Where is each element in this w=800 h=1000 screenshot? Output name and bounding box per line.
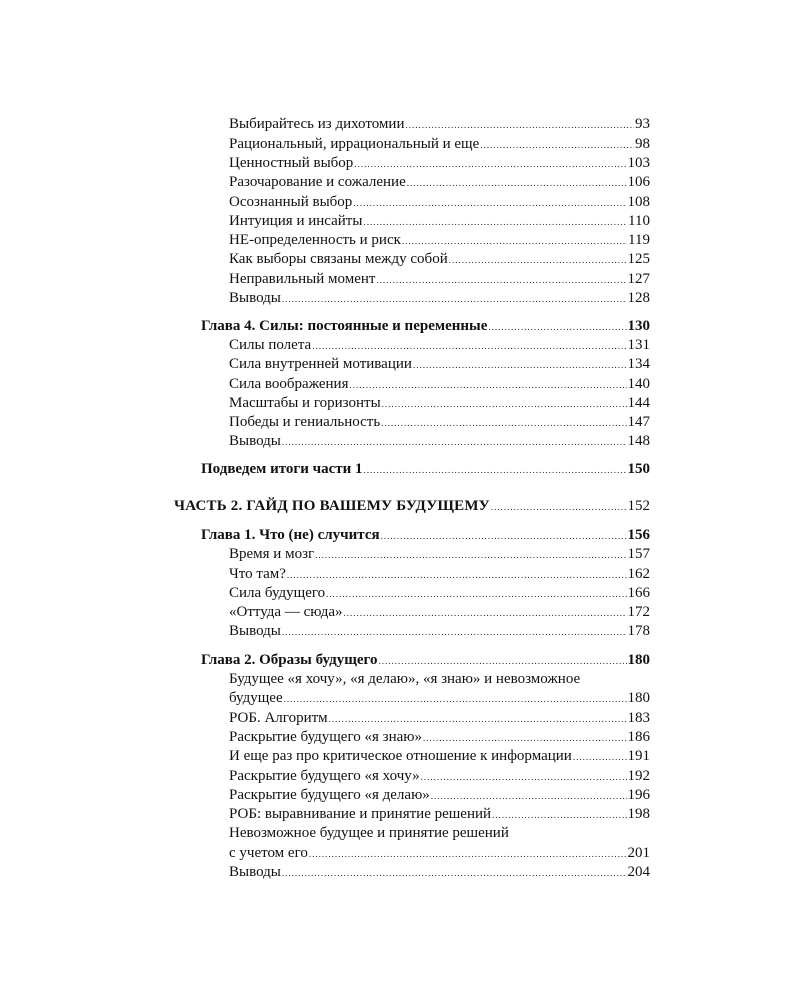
dot-leader <box>329 710 627 729</box>
toc-entry[interactable] <box>229 193 650 212</box>
toc-chapter-title: Подведем итоги части 1 <box>201 461 363 477</box>
toc-entry-page: 127 <box>627 271 650 287</box>
dot-leader <box>353 194 626 213</box>
toc-entry-page: 119 <box>628 232 650 248</box>
toc-entry[interactable] <box>229 289 650 308</box>
toc-part-page: 152 <box>627 498 650 514</box>
toc-part-2[interactable] <box>174 497 650 516</box>
toc-entry-title: с учетом его <box>229 845 308 861</box>
toc-entry-page: 103 <box>627 155 650 171</box>
dot-leader <box>431 787 627 806</box>
toc-entry-wrapped-line[interactable]: Невозможное будущее и принятие решений <box>229 825 509 841</box>
toc-entry-title: Сила будущего <box>229 585 326 601</box>
dot-leader <box>413 356 627 375</box>
toc-entry[interactable] <box>229 622 650 641</box>
toc-entry[interactable] <box>229 805 650 824</box>
toc-entry[interactable] <box>229 565 650 584</box>
dot-leader <box>282 623 627 642</box>
toc-entry-page: 144 <box>627 395 650 411</box>
toc-chapter-title: Глава 1. Что (не) случится <box>201 527 380 543</box>
toc-entry-title: Выводы <box>229 290 281 306</box>
toc-entry[interactable] <box>229 689 650 708</box>
toc-entry[interactable] <box>229 270 650 289</box>
toc-entry-page: 198 <box>627 806 650 822</box>
toc-entry[interactable] <box>229 135 650 154</box>
dot-leader <box>488 318 626 337</box>
toc-entry[interactable] <box>229 212 650 231</box>
toc-entry-title: НЕ-определенность и риск <box>229 232 401 248</box>
dot-leader <box>449 251 627 270</box>
toc-summary-part-1[interactable] <box>201 460 650 479</box>
toc-entry-page: 140 <box>627 376 650 392</box>
dot-leader <box>492 806 626 825</box>
toc-chapter-page: 150 <box>627 461 650 477</box>
toc-entry[interactable] <box>229 154 650 173</box>
toc-entry-page: 108 <box>627 194 650 210</box>
toc-entry[interactable] <box>229 747 650 766</box>
toc-chapter-4[interactable] <box>201 317 650 336</box>
toc-entry[interactable] <box>229 728 650 747</box>
toc-entry-page: 204 <box>627 864 650 880</box>
toc-entry[interactable] <box>229 603 650 622</box>
toc-entry-title: Что там? <box>229 566 286 582</box>
toc-entry[interactable] <box>229 863 650 882</box>
toc-entry[interactable] <box>229 584 650 603</box>
toc-entry-title: Сила внутренней мотивации <box>229 356 412 372</box>
toc-entry-page: 196 <box>627 787 650 803</box>
dot-leader <box>573 748 627 767</box>
toc-entry-title: Выводы <box>229 433 281 449</box>
dot-leader <box>423 729 627 748</box>
toc-chapter-page: 156 <box>627 527 650 543</box>
toc-entry-title: Победы и гениальность <box>229 414 381 430</box>
toc-entry-page: 191 <box>627 748 650 764</box>
toc-part-title: ЧАСТЬ 2. ГАЙД ПО ВАШЕМУ БУДУЩЕМУ <box>174 498 490 514</box>
dot-leader <box>376 271 626 290</box>
toc-entry-page: 186 <box>627 729 650 745</box>
toc-part2-chapter-2[interactable] <box>201 651 650 670</box>
toc-entry-page: 148 <box>627 433 650 449</box>
dot-leader <box>287 566 627 585</box>
toc-entry-page: 166 <box>627 585 650 601</box>
toc-entry-title: Выбирайтесь из дихотомии <box>229 116 405 132</box>
toc-entry-page: 201 <box>627 845 650 861</box>
dot-leader <box>405 116 634 135</box>
toc-entry-page: 128 <box>627 290 650 306</box>
toc-entry[interactable] <box>229 413 650 432</box>
dot-leader <box>378 652 626 671</box>
toc-entry-page: 125 <box>627 251 650 267</box>
toc-entry-title: И еще раз про критическое отношение к информации <box>229 748 572 764</box>
toc-entry[interactable] <box>229 355 650 374</box>
toc-part2-chapter-1[interactable] <box>201 526 650 545</box>
dot-leader <box>480 136 634 155</box>
toc-entry-page: 172 <box>627 604 650 620</box>
toc-entry-title: Силы полета <box>229 337 312 353</box>
toc-chapter-title: Глава 4. Силы: постоянные и переменные <box>201 318 488 334</box>
dot-leader <box>284 690 627 709</box>
toc-entry-title: Масштабы и горизонты <box>229 395 381 411</box>
dot-leader <box>309 845 627 864</box>
toc-entry[interactable] <box>229 336 650 355</box>
toc-entry-page: 134 <box>627 356 650 372</box>
toc-entry-page: 98 <box>635 136 650 152</box>
toc-entry[interactable] <box>229 375 650 394</box>
toc-entry-title: Раскрытие будущего «я знаю» <box>229 729 422 745</box>
toc-entry-page: 110 <box>628 213 650 229</box>
toc-entry[interactable] <box>229 432 650 451</box>
dot-leader <box>282 290 627 309</box>
toc-entry-title: «Оттуда — сюда» <box>229 604 343 620</box>
toc-entry[interactable] <box>229 844 650 863</box>
toc-entry-title: Ценностный выбор <box>229 155 354 171</box>
toc-entry[interactable] <box>229 767 650 786</box>
toc-entry-page: 162 <box>627 566 650 582</box>
toc-entry-title: Неправильный момент <box>229 271 376 287</box>
toc-entry-page: 131 <box>627 337 650 353</box>
dot-leader <box>421 768 627 787</box>
dot-leader <box>381 527 627 546</box>
toc-entry-title: Как выборы связаны между собой <box>229 251 448 267</box>
toc-entry-title: РОБ: выравнивание и принятие решений <box>229 806 492 822</box>
dot-leader <box>282 864 627 883</box>
dot-leader <box>312 337 626 356</box>
dot-leader <box>343 604 626 623</box>
toc-entry-page: 180 <box>627 690 650 706</box>
toc-entry-title: Сила воображения <box>229 376 349 392</box>
toc-entry-title: Выводы <box>229 623 281 639</box>
toc-entry-page: 93 <box>635 116 650 132</box>
toc-entry-page: 183 <box>627 710 650 726</box>
dot-leader <box>382 395 627 414</box>
toc-entry-title: Осознанный выбор <box>229 194 353 210</box>
toc-entry[interactable] <box>229 394 650 413</box>
toc-entry[interactable] <box>229 709 650 728</box>
dot-leader <box>364 461 627 480</box>
toc-entry[interactable] <box>229 115 650 134</box>
toc-entry[interactable] <box>229 545 650 564</box>
toc-entry-title: Раскрытие будущего «я хочу» <box>229 768 420 784</box>
dot-leader <box>354 155 626 174</box>
toc-entry-title: РОБ. Алгоритм <box>229 710 328 726</box>
toc-entry[interactable] <box>229 250 650 269</box>
toc-entry[interactable] <box>229 786 650 805</box>
dot-leader <box>315 546 626 565</box>
toc-entry[interactable] <box>229 173 650 192</box>
dot-leader <box>349 376 626 395</box>
dot-leader <box>402 232 627 251</box>
toc-entry-wrapped-line[interactable]: Будущее «я хочу», «я делаю», «я знаю» и невозможное <box>229 671 581 687</box>
toc-entry-title: Выводы <box>229 864 281 880</box>
toc-chapter-title: Глава 2. Образы будущего <box>201 652 378 668</box>
toc-entry-page: 106 <box>627 174 650 190</box>
dot-leader <box>326 585 626 604</box>
toc-entry-page: 192 <box>627 768 650 784</box>
dot-leader <box>407 174 627 193</box>
toc-entry[interactable] <box>229 231 650 250</box>
toc-entry-title: Рациональный, иррациональный и еще <box>229 136 480 152</box>
toc-entry-page: 147 <box>627 414 650 430</box>
toc-chapter-page: 130 <box>627 318 650 334</box>
dot-leader <box>491 498 627 517</box>
dot-leader <box>381 414 626 433</box>
toc-entry-title: Время и мозг <box>229 546 315 562</box>
toc-entry-page: 157 <box>627 546 650 562</box>
toc-chapter-page: 180 <box>627 652 650 668</box>
dot-leader <box>282 433 627 452</box>
dot-leader <box>363 213 627 232</box>
toc-entry-title: будущее <box>229 690 283 706</box>
toc-entry-page: 178 <box>627 623 650 639</box>
toc-entry-title: Раскрытие будущего «я делаю» <box>229 787 430 803</box>
toc-entry-title: Интуиция и инсайты <box>229 213 363 229</box>
toc-entry-title: Разочарование и сожаление <box>229 174 406 190</box>
